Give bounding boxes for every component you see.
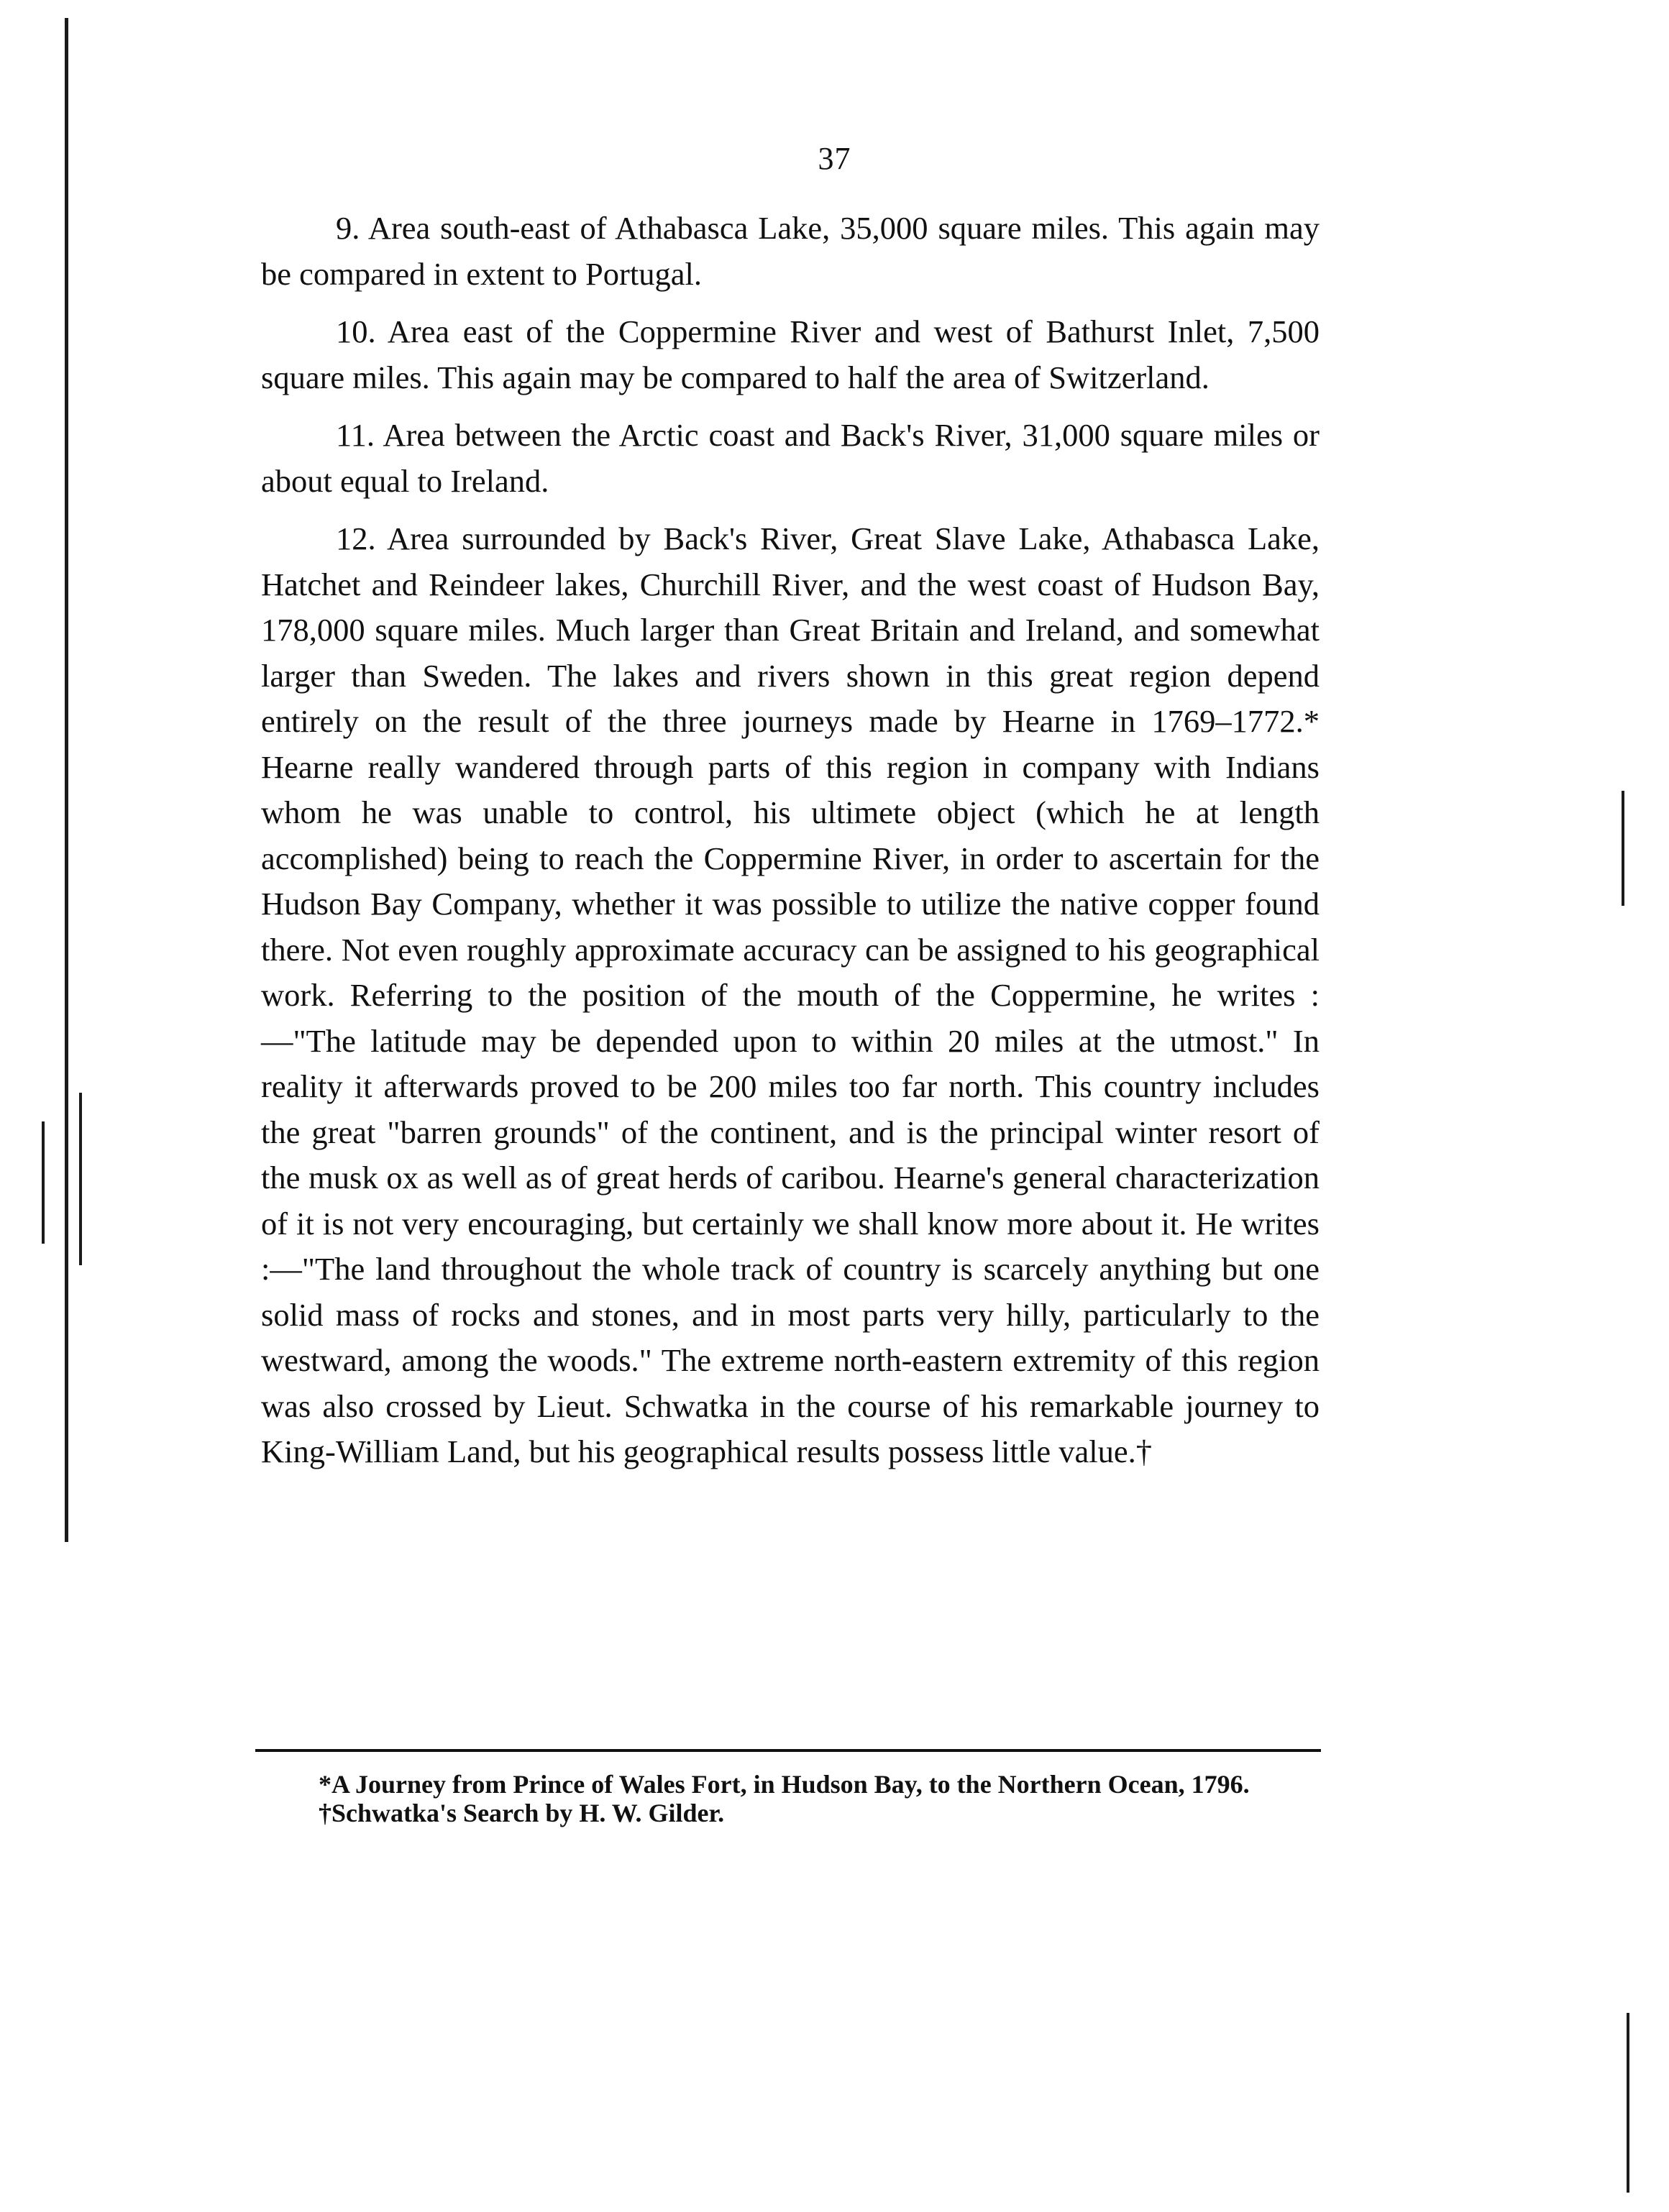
page-number: 37 bbox=[818, 141, 851, 176]
footnote-divider bbox=[255, 1749, 1321, 1752]
left-binding-bracket bbox=[42, 1121, 45, 1244]
body-text bbox=[261, 206, 1320, 1487]
footnotes bbox=[261, 1770, 1320, 1827]
paragraph-11: 11. Area between the Arctic coast and Back's River, 31,000 square miles or about equal to Ireland. bbox=[261, 417, 1320, 499]
right-edge-mark bbox=[1622, 791, 1624, 906]
paragraph-12: 12. Area surrounded by Back's River, Great Slave Lake, Athabasca Lake, Hatchet and Reindeer lakes, Churchill River, and the west coast of Hudson Bay, 178,000 square miles. Much larger than Great Britain and Ireland, and somewhat larger than Sweden. The lakes and rivers shown in this great region depend entirely on the result of the three journeys made by Hearne in 1769–1772.* Hearne really wandered through parts of this region in company with Indians whom he was unable to control, his ultimete object (which he at length accomplished) being to reach the Coppermine River, in order to ascertain for the Hudson Bay Company, whether it was possible to utilize the native copper found there. Not even roughly approximate accuracy can be assigned to his geographical work. Referring to the position of the mouth of the Coppermine, he writes :—"The latitude may be depended upon to within 20 miles at the utmost." In reality it afterwards proved to be 200 miles too far north. This country includes the great "barren grounds" of the continent, and is the principal winter resort of the musk ox as well as of great herds of caribou. Hearne's general characterization of it is not very encouraging, but certainly we shall know more about it. He writes :—"The land throughout the whole track of country is scarcely anything but one solid mass of rocks and stones, and in most parts very hilly, particularly to the westward, among the woods." The extreme north-eastern extremity of this region was also crossed by Lieut. Schwatka in the course of his remarkable journey to King-William Land, but his geographical results possess little value.† bbox=[261, 520, 1320, 1469]
left-binding-line bbox=[65, 18, 68, 1542]
footnote-2: †Schwatka's Search by H. W. Gilder. bbox=[319, 1799, 725, 1827]
left-binding-bracket-2 bbox=[79, 1093, 82, 1265]
right-edge-mark-2 bbox=[1627, 2013, 1629, 2193]
footnote-1: *A Journey from Prince of Wales Fort, in Hudson Bay, to the Northern Ocean, 1796. bbox=[319, 1770, 1250, 1799]
paragraph-9: 9. Area south-east of Athabasca Lake, 35,000 square miles. This again may be compared in extent to Portugal. bbox=[261, 210, 1320, 292]
paragraph-10: 10. Area east of the Coppermine River and west of Bathurst Inlet, 7,500 square miles. This again may be compared to half the area of Switzerland. bbox=[261, 313, 1320, 395]
